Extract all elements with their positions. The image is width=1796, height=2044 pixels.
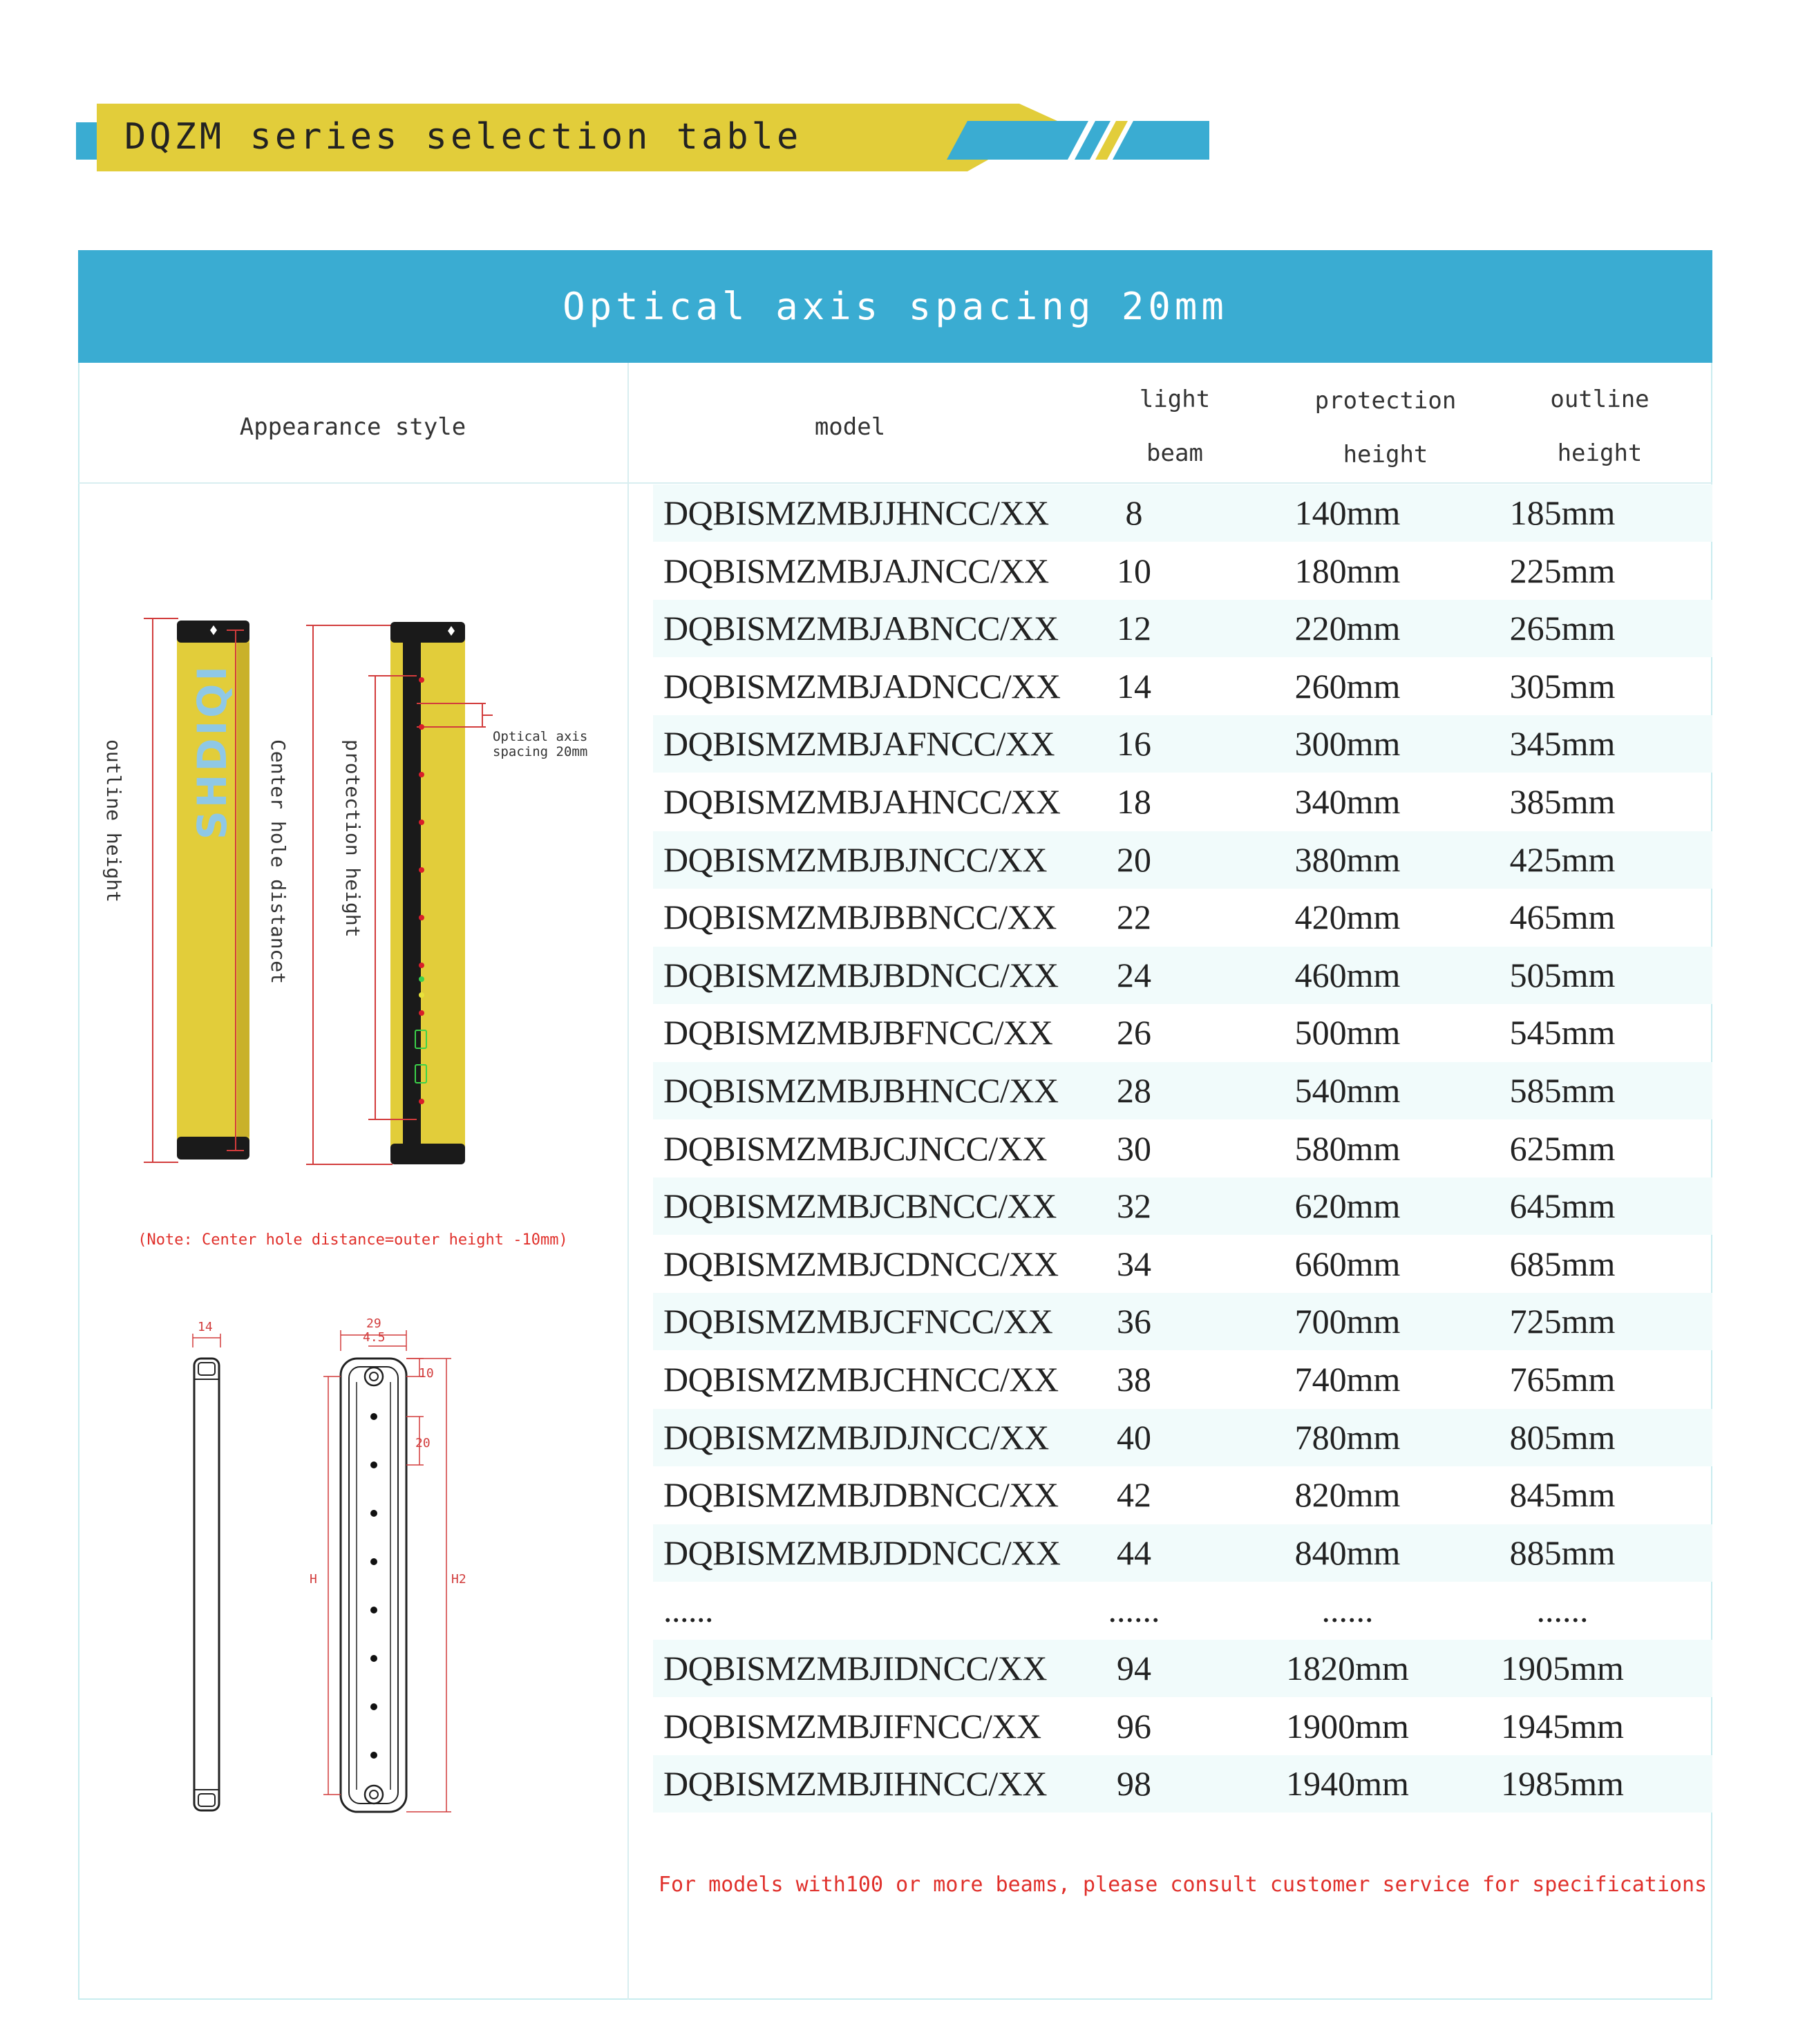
table-row — [653, 1293, 1712, 1350]
col-header-protection-1: protection — [1314, 387, 1457, 415]
cell-protection-height: 1900mm — [1286, 1706, 1409, 1745]
digit-display-icon — [415, 1030, 427, 1049]
center-hole-label: Center hole distancet — [267, 739, 290, 985]
table-row — [653, 1582, 1712, 1639]
cell-outline-height: 305mm — [1509, 666, 1616, 706]
cell-outline-height: 765mm — [1509, 1360, 1616, 1399]
cell-light-beam: ...... — [1108, 1591, 1160, 1630]
dim-pitch: 20 — [415, 1436, 431, 1450]
table-row — [653, 1755, 1712, 1813]
cell-light-beam: 28 — [1117, 1071, 1151, 1110]
col-header-model: model — [814, 413, 886, 441]
status-led — [419, 976, 424, 982]
status-led — [419, 992, 424, 998]
cell-protection-height: 840mm — [1294, 1533, 1401, 1572]
col-header-protection-2: height — [1343, 441, 1428, 469]
cell-protection-height: 780mm — [1294, 1417, 1401, 1457]
dim-h: H — [310, 1572, 317, 1587]
table-row — [653, 658, 1712, 715]
led-dot — [419, 677, 424, 683]
table-row — [653, 484, 1712, 542]
col-header-outline-1: outline — [1550, 386, 1650, 413]
cell-outline-height: 1905mm — [1501, 1649, 1624, 1687]
cell-light-beam: 42 — [1117, 1475, 1151, 1515]
cell-outline-height: 625mm — [1509, 1128, 1616, 1168]
cell-light-beam: 36 — [1117, 1302, 1151, 1341]
table-row — [653, 1120, 1712, 1177]
cell-model: DQBISMZMBJAHNCC/XX — [663, 782, 1061, 821]
cell-light-beam: 98 — [1117, 1764, 1151, 1804]
cell-outline-height: ...... — [1536, 1591, 1589, 1630]
cell-protection-height: 580mm — [1294, 1128, 1401, 1168]
table-row — [653, 715, 1712, 773]
cell-model: DQBISMZMBJBJNCC/XX — [663, 840, 1048, 879]
dim-h2: H2 — [451, 1572, 466, 1587]
led-dot — [419, 963, 424, 968]
cell-light-beam: 8 — [1125, 493, 1143, 532]
cell-light-beam: 24 — [1117, 955, 1151, 994]
cell-model: DQBISMZMBJCDNCC/XX — [663, 1244, 1059, 1283]
cell-light-beam: 44 — [1117, 1533, 1151, 1572]
led-dot — [419, 820, 424, 825]
table-row — [653, 542, 1712, 600]
table-row — [653, 1409, 1712, 1466]
led-dot — [419, 867, 424, 873]
cell-protection-height: 1820mm — [1286, 1649, 1409, 1687]
dim-width-side: 14 — [198, 1320, 213, 1334]
cell-outline-height: 1985mm — [1501, 1764, 1624, 1804]
cell-model: DQBISMZMBJCHNCC/XX — [663, 1360, 1059, 1399]
col-header-appearance: Appearance style — [239, 413, 466, 441]
brand-logo-text: SHDIQI — [189, 663, 236, 840]
cell-protection-height: 380mm — [1294, 840, 1401, 879]
cell-model: DQBISMZMBJADNCC/XX — [663, 666, 1061, 706]
cell-light-beam: 34 — [1117, 1244, 1151, 1283]
cell-light-beam: 12 — [1117, 609, 1151, 648]
outline-height-label: outline height — [102, 739, 125, 903]
cell-protection-height: 500mm — [1294, 1013, 1401, 1052]
cell-protection-height: 420mm — [1294, 898, 1401, 937]
cell-outline-height: 845mm — [1509, 1475, 1616, 1515]
table-row — [653, 1351, 1712, 1408]
cell-outline-height: 1945mm — [1501, 1706, 1624, 1745]
dim-top: 10 — [419, 1366, 434, 1381]
cell-outline-height: 225mm — [1509, 551, 1616, 590]
cell-outline-height: 805mm — [1509, 1417, 1616, 1457]
cell-light-beam: 20 — [1117, 840, 1151, 879]
led-dot — [419, 1010, 424, 1016]
cell-protection-height: 140mm — [1294, 493, 1401, 532]
cell-model: DQBISMZMBJBHNCC/XX — [663, 1071, 1059, 1110]
cell-protection-height: 660mm — [1294, 1244, 1401, 1283]
table-row — [653, 1177, 1712, 1235]
col-header-outline-2: height — [1557, 439, 1643, 467]
cell-outline-height: 345mm — [1509, 724, 1616, 764]
table-row — [653, 1524, 1712, 1582]
led-dot — [419, 915, 424, 920]
cell-model: DQBISMZMBJIDNCC/XX — [663, 1649, 1047, 1687]
cell-model: ...... — [663, 1591, 713, 1630]
cell-protection-height: 700mm — [1294, 1302, 1401, 1341]
cell-model: DQBISMZMBJDDNCC/XX — [663, 1533, 1061, 1572]
column-divider — [627, 363, 629, 2000]
center-hole-note: (Note: Center hole distance=outer height -10mm) — [138, 1231, 568, 1249]
cell-protection-height: 260mm — [1294, 666, 1401, 706]
table-header-title: Optical axis spacing 20mm — [563, 285, 1228, 328]
cell-protection-height: 460mm — [1294, 955, 1401, 994]
cell-model: DQBISMZMBJCJNCC/XX — [663, 1128, 1048, 1168]
cell-outline-height: 645mm — [1509, 1186, 1616, 1226]
col-header-beam-2: beam — [1146, 439, 1203, 467]
cell-model: DQBISMZMBJBDNCC/XX — [663, 955, 1059, 994]
cell-light-beam: 38 — [1117, 1360, 1151, 1399]
cell-model: DQBISMZMBJIHNCC/XX — [663, 1764, 1047, 1804]
table-row — [653, 1698, 1712, 1755]
cell-model: DQBISMZMBJABNCC/XX — [663, 609, 1059, 648]
axis-spacing-label-1: Optical axis — [493, 729, 588, 744]
cell-light-beam: 32 — [1117, 1186, 1151, 1226]
axis-spacing-label-2: spacing 20mm — [493, 744, 588, 759]
cell-model: DQBISMZMBJDJNCC/XX — [663, 1417, 1049, 1457]
cell-model: DQBISMZMBJCBNCC/XX — [663, 1186, 1057, 1226]
cell-light-beam: 26 — [1117, 1013, 1151, 1052]
cell-protection-height: 340mm — [1294, 782, 1401, 821]
table-row — [653, 600, 1712, 657]
cell-model: DQBISMZMBJDBNCC/XX — [663, 1475, 1059, 1515]
cell-light-beam: 16 — [1117, 724, 1151, 764]
cell-outline-height: 685mm — [1509, 1244, 1616, 1283]
led-dot — [419, 724, 424, 730]
cell-model: DQBISMZMBJAFNCC/XX — [663, 724, 1055, 764]
cell-outline-height: 425mm — [1509, 840, 1616, 879]
cell-outline-height: 185mm — [1509, 493, 1616, 532]
cell-protection-height: 220mm — [1294, 609, 1401, 648]
cell-light-beam: 30 — [1117, 1128, 1151, 1168]
dim-width-front: 29 — [366, 1316, 381, 1331]
cell-outline-height: 585mm — [1509, 1071, 1616, 1110]
cell-model: DQBISMZMBJBFNCC/XX — [663, 1013, 1053, 1052]
cell-protection-height: 1940mm — [1286, 1764, 1409, 1804]
cell-outline-height: 545mm — [1509, 1013, 1616, 1052]
dim-offset: 4.5 — [363, 1330, 386, 1345]
cell-light-beam: 40 — [1117, 1417, 1151, 1457]
table-row — [653, 1640, 1712, 1697]
table-row — [653, 1466, 1712, 1524]
table-footnote: For models with100 or more beams, please consult customer service for specifications — [658, 1873, 1708, 1897]
cell-outline-height: 885mm — [1509, 1533, 1616, 1572]
table-row — [653, 1062, 1712, 1119]
cell-outline-height: 385mm — [1509, 782, 1616, 821]
cell-model: DQBISMZMBJAJNCC/XX — [663, 551, 1049, 590]
cell-model: DQBISMZMBJIFNCC/XX — [663, 1706, 1041, 1745]
table-row — [653, 773, 1712, 831]
technical-drawing — [78, 1313, 627, 1838]
table-row — [653, 947, 1712, 1004]
cell-protection-height: 620mm — [1294, 1186, 1401, 1226]
cell-outline-height: 505mm — [1509, 955, 1616, 994]
cell-protection-height: 180mm — [1294, 551, 1401, 590]
col-header-beam-1: light — [1139, 386, 1211, 413]
table-row — [653, 1004, 1712, 1061]
cell-light-beam: 96 — [1117, 1706, 1151, 1745]
cell-light-beam: 22 — [1117, 898, 1151, 937]
table-row — [653, 831, 1712, 889]
cell-model: DQBISMZMBJCFNCC/XX — [663, 1302, 1053, 1341]
cell-protection-height: 740mm — [1294, 1360, 1401, 1399]
cell-model: DQBISMZMBJJHNCC/XX — [663, 493, 1049, 532]
cell-outline-height: 725mm — [1509, 1302, 1616, 1341]
cell-light-beam: 14 — [1117, 666, 1151, 706]
page-title: DQZM series selection table — [124, 116, 802, 158]
cell-light-beam: 94 — [1117, 1649, 1151, 1687]
cell-protection-height: 540mm — [1294, 1071, 1401, 1110]
cell-protection-height: 820mm — [1294, 1475, 1401, 1515]
led-dot — [419, 1099, 424, 1104]
cell-outline-height: 265mm — [1509, 609, 1616, 648]
digit-display-icon — [415, 1064, 427, 1083]
protection-height-label: protection height — [341, 739, 364, 938]
cell-protection-height: 300mm — [1294, 724, 1401, 764]
cell-light-beam: 18 — [1117, 782, 1151, 821]
table-row — [653, 889, 1712, 946]
led-dot — [419, 772, 424, 777]
table-row — [653, 1236, 1712, 1293]
cell-light-beam: 10 — [1117, 551, 1151, 590]
cell-outline-height: 465mm — [1509, 898, 1616, 937]
cell-model: DQBISMZMBJBBNCC/XX — [663, 898, 1057, 937]
cell-protection-height: ...... — [1321, 1591, 1374, 1630]
